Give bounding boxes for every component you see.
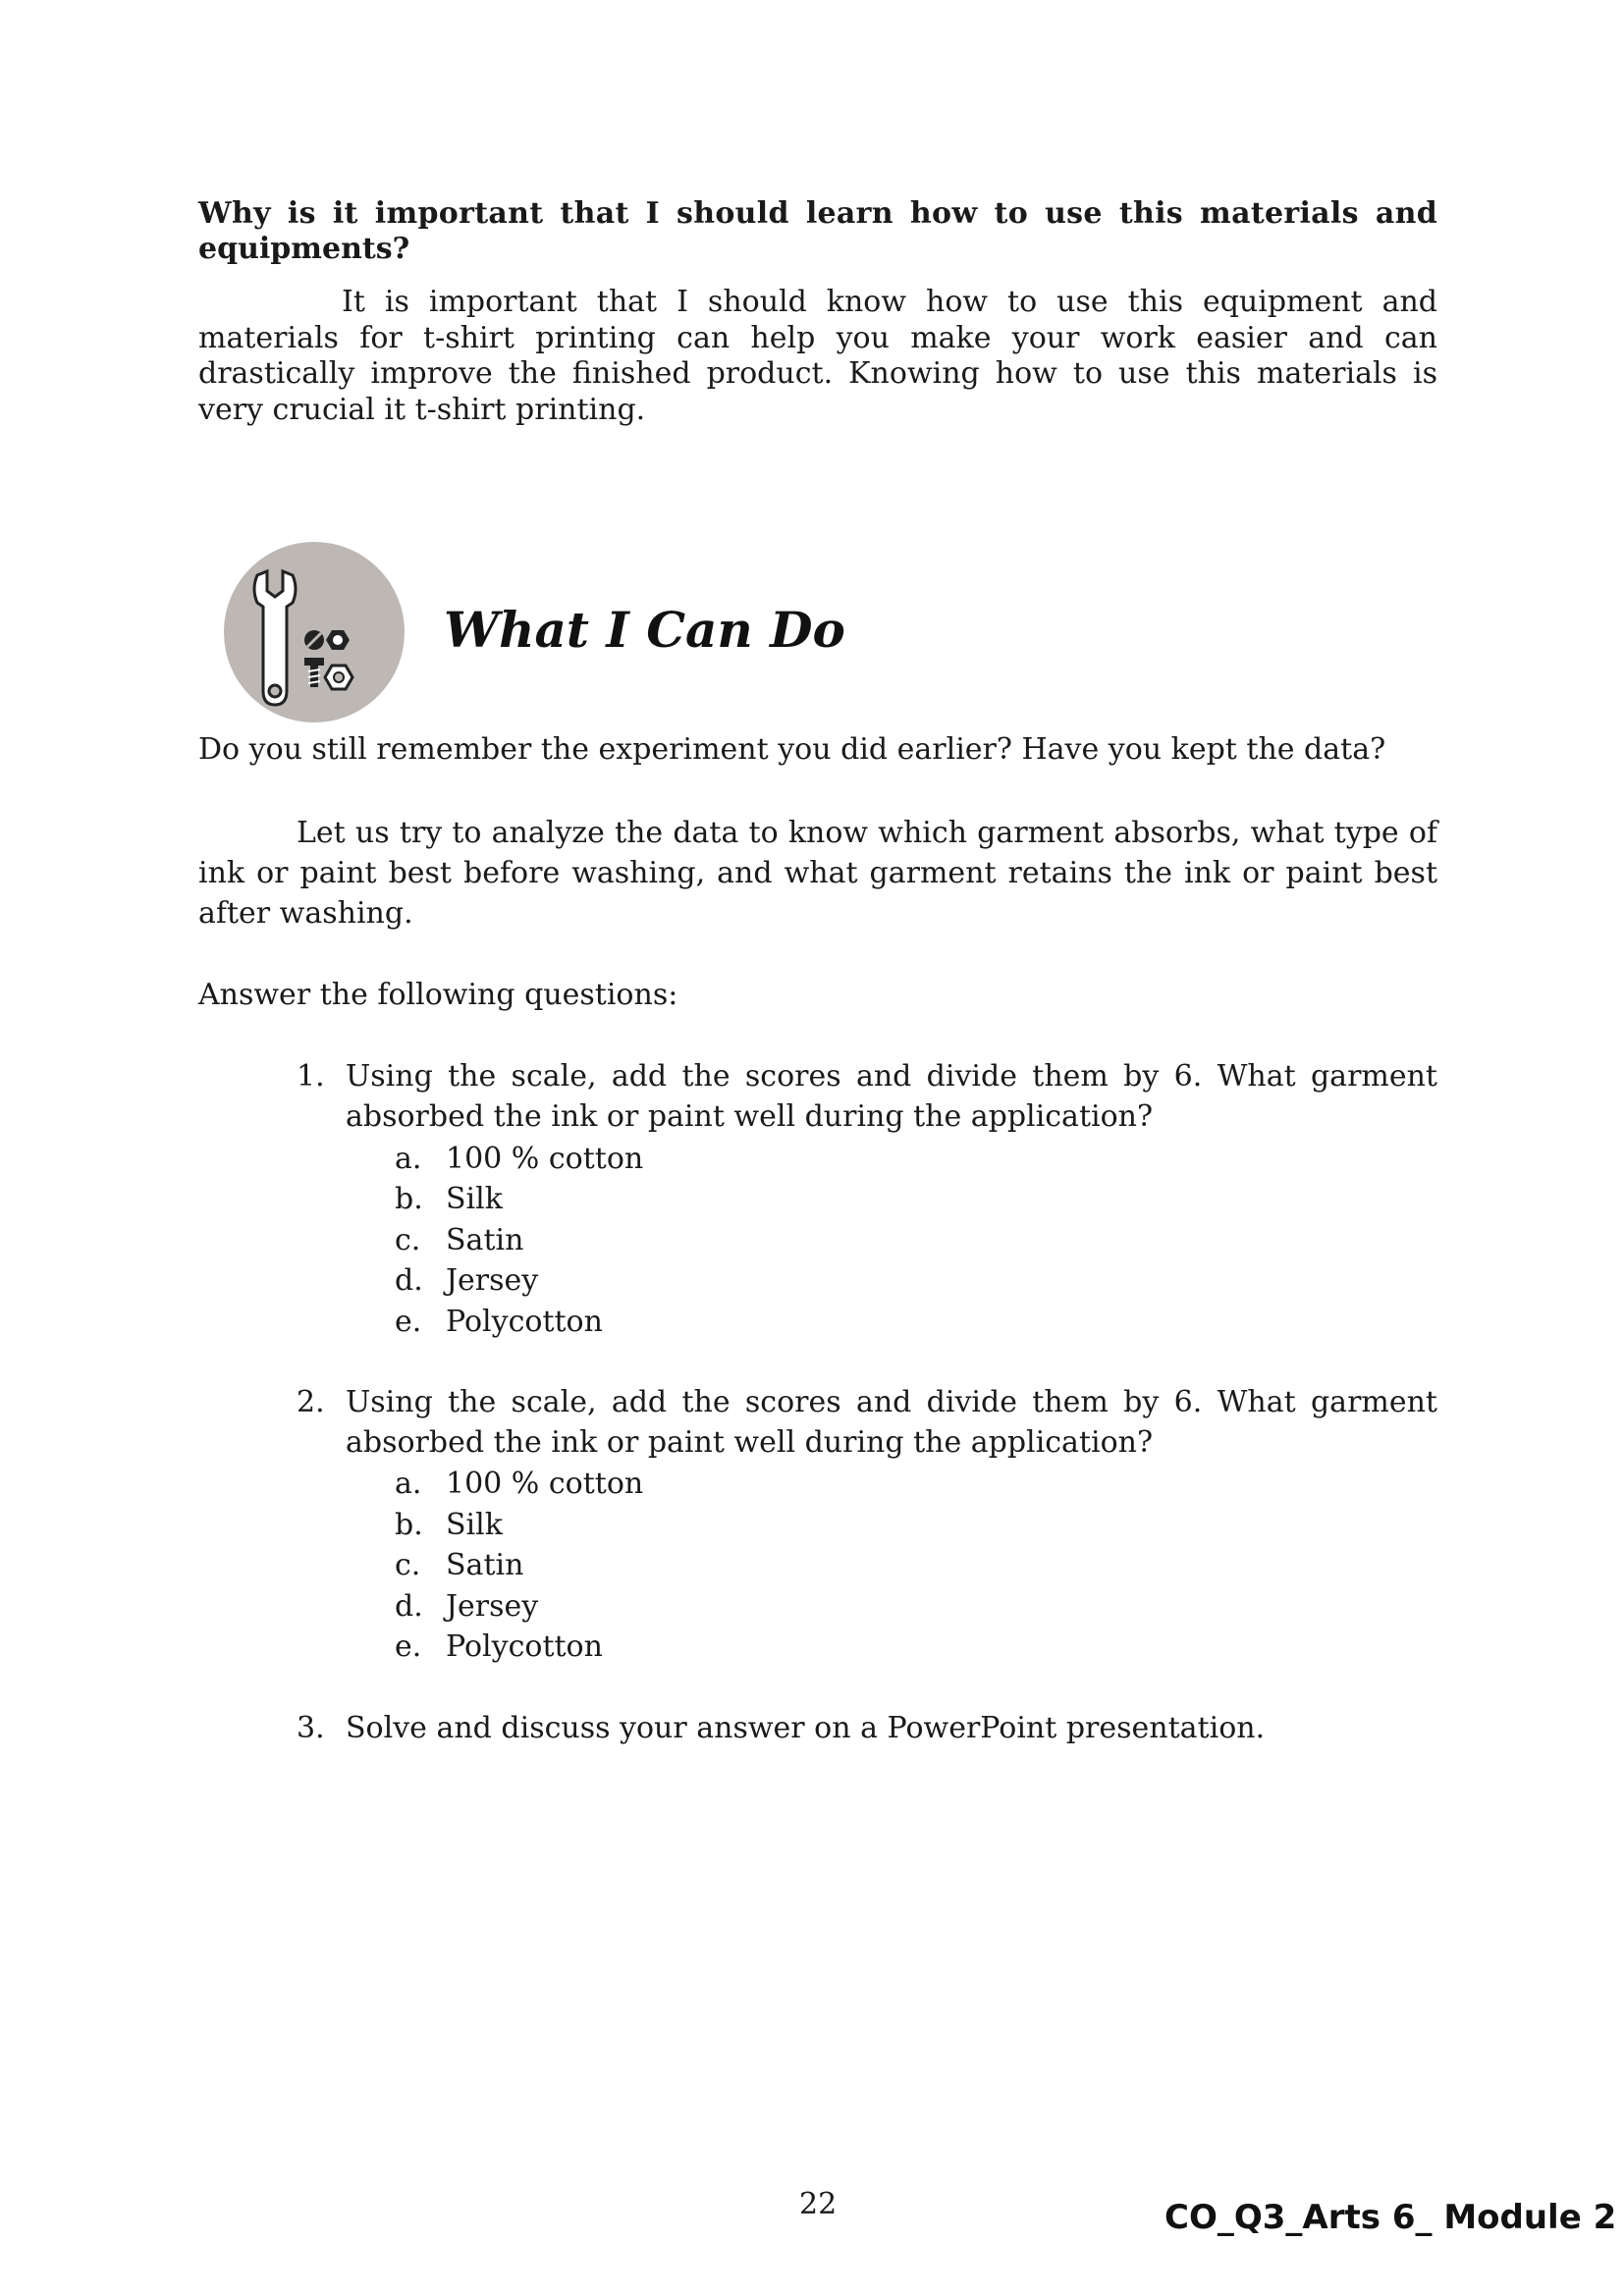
- wrench-and-bolts-icon: [224, 542, 405, 722]
- question-text: Using the scale, add the scores and divide them by 6. What garment absorbed the ink or paint well during the application?: [346, 1385, 1437, 1460]
- option-text: 100 % cotton: [446, 1467, 644, 1501]
- answer-option: [395, 1179, 503, 1220]
- answer-option: [395, 1586, 538, 1628]
- question-text: Solve and discuss your answer on a PowerPoint presentation.: [346, 1711, 1266, 1745]
- option-letter: d.: [395, 1263, 423, 1298]
- option-text: Polycotton: [446, 1629, 603, 1664]
- option-letter: a.: [395, 1142, 422, 1176]
- option-letter: e.: [395, 1305, 422, 1339]
- intro-answer: It is important that I should know how to use this equipment and materials for t-shirt printing can help you make your work easier and can drastically improve the finished product. Knowing how to use this materials is very crucial it t-shirt printing.: [198, 285, 1437, 427]
- option-letter: b.: [395, 1508, 423, 1542]
- option-text: Polycotton: [446, 1305, 603, 1339]
- answer-option: [395, 1545, 523, 1586]
- option-letter: c.: [395, 1548, 421, 1582]
- paragraph-instructions: Answer the following questions:: [198, 978, 678, 1012]
- module-code: CO_Q3_Arts 6_ Module 2: [1164, 2198, 1617, 2237]
- paragraph-analyze: Let us try to analyze the data to know which garment absorbs, what type of ink or paint best before washing, and what garment retains the ink or paint best after washing.: [198, 816, 1437, 931]
- question-number: 2.: [297, 1385, 325, 1419]
- option-text: Silk: [446, 1182, 503, 1216]
- option-letter: b.: [395, 1182, 423, 1216]
- question-number: 1.: [297, 1059, 325, 1094]
- intro-question-cont: equipments?: [198, 232, 410, 266]
- question-text: Using the scale, add the scores and divide them by 6. What garment absorbed the ink or paint well during the application?: [346, 1059, 1437, 1134]
- option-letter: c.: [395, 1223, 421, 1257]
- answer-option: [395, 1464, 643, 1505]
- page-number: 22: [799, 2187, 838, 2221]
- paragraph-recall: Do you still remember the experiment you did earlier? Have you kept the data?: [198, 732, 1386, 767]
- option-text: Satin: [446, 1548, 524, 1582]
- option-text: Jersey: [446, 1263, 539, 1298]
- option-letter: e.: [395, 1629, 422, 1664]
- option-text: 100 % cotton: [446, 1142, 644, 1176]
- answer-option: [395, 1260, 538, 1302]
- question-number: 3.: [297, 1711, 325, 1745]
- answer-option: [395, 1302, 603, 1343]
- option-text: Satin: [446, 1223, 524, 1257]
- answer-option: [395, 1220, 523, 1261]
- section-title: What I Can Do: [444, 601, 845, 659]
- option-letter: a.: [395, 1467, 422, 1501]
- answer-option: [395, 1505, 503, 1546]
- option-text: Jersey: [446, 1589, 539, 1624]
- answer-option: [395, 1139, 643, 1180]
- option-text: Silk: [446, 1508, 503, 1542]
- answer-option: [395, 1627, 603, 1668]
- option-letter: d.: [395, 1589, 423, 1624]
- intro-question: Why is it important that I should learn how to use this materials and: [198, 196, 1437, 231]
